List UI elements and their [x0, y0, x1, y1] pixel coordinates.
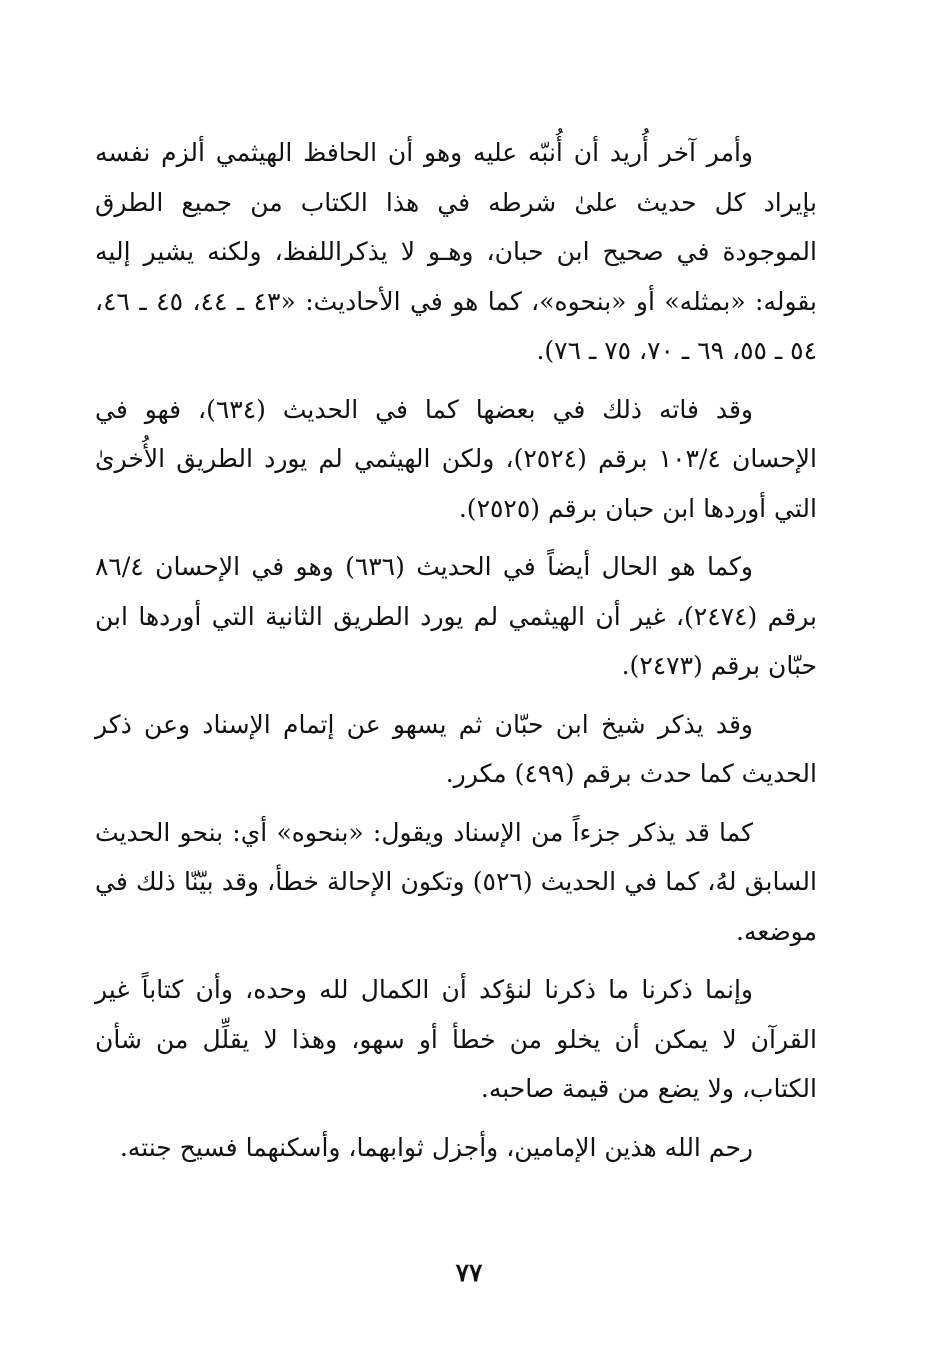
paragraph-6: وإنما ذكرنا ما ذكرنا لنؤكد أن الكمال لله وحده، وأن كتاباً غير القرآن لا يمكن أن يخلو من خطأ أو سهو، وهذا لا يقلِّل من شأن الكتاب، ولا يضع من قيمة صاحبه. — [95, 975, 817, 1103]
paragraph-5: كما قد يذكر جزءاً من الإسناد ويقول: «بنحوه» أي: بنحو الحديث السابق لهُ، كما في الحديث (٥٢٦) وتكون الإحالة خطأ، وقد بيّنّا ذلك في موضعه. — [95, 817, 817, 946]
paragraph-2: وقد فاته ذلك في بعضها كما في الحديث (٦٣٤)، فهو في الإحسان ١٠٣/٤ برقم (٢٥٢٤)، ولكن الهيثمي لم يورد الطريق الأُخرىٰ التي أوردها ابن حبان برقم (٢٥٢٥). — [95, 394, 817, 523]
paragraph-1: وأمر آخر أُريد أن أُنبّه عليه وهو أن الحافظ الهيثمي ألزم نفسه بإيراد كل حديث علىٰ شرطه في هذا الكتاب من جميع الطرق الموجودة في صحيح ابن حبان، وهـو لا يذكراللفظ، ولكنه يشير إليه بقوله: «بمثله» أو «بنحوه»، كما هو في الأحاديث: «٤٣ ـ ٤٤، ٤٥ ـ ٤٦، ٥٤ ـ ٥٥، ٦٩ ـ ٧٠، ٧٥ ـ ٧٦). — [95, 138, 818, 365]
paragraph-3: وكما هو الحال أيضاً في الحديث (٦٣٦) وهو في الإحسان ٨٦/٤ برقم (٢٤٧٤)، غير أن الهيثمي لم يورد الطريق الثانية التي أوردها ابن حبّان برقم (٢٤٧٣). — [95, 552, 817, 680]
body-text — [95, 128, 817, 1181]
paragraph-4: وقد يذكر شيخ ابن حبّان ثم يسهو عن إتمام الإسناد وعن ذكر الحديث كما حدث برقم (٤٩٩) مكرر. — [95, 709, 817, 788]
page-number: ٧٧ — [455, 1258, 483, 1287]
paragraph-7: رحم الله هذين الإمامين، وأجزل ثوابهما، وأسكنهما فسيح جنته. — [119, 1132, 753, 1162]
